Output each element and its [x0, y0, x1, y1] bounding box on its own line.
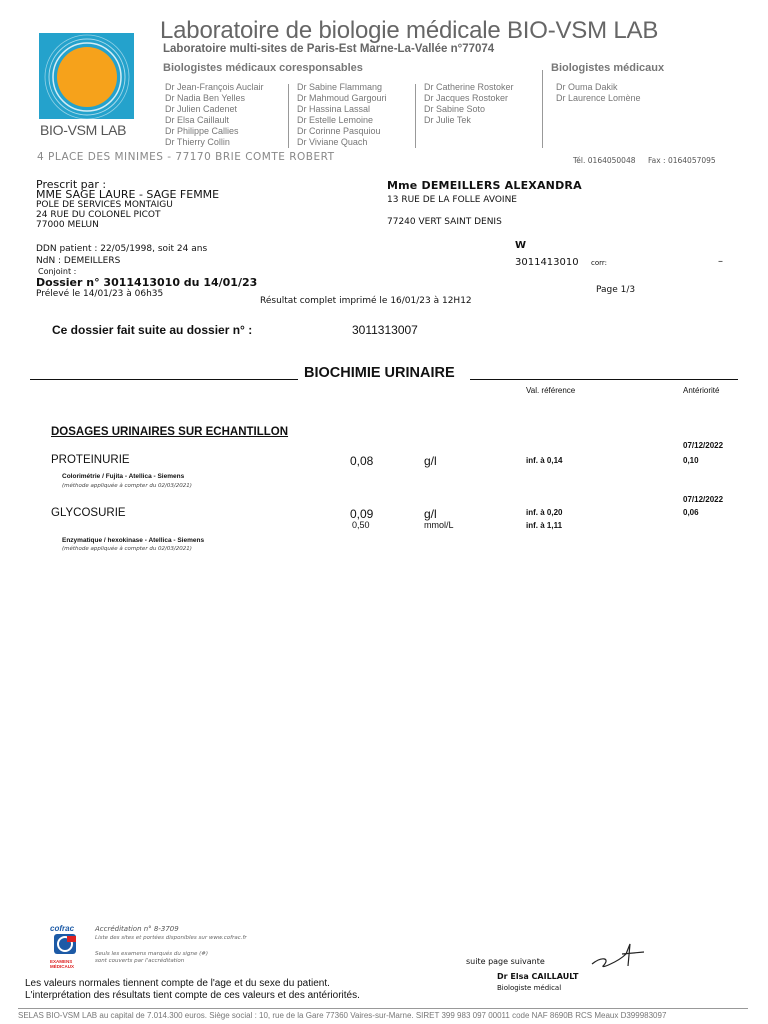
lab-fax: Fax : 0164057095: [648, 156, 716, 165]
anteriority-date: 07/12/2022: [683, 441, 724, 450]
accreditation-note-1: Seuls les examens marqués du signe (#): [95, 951, 208, 957]
column-divider: [415, 84, 416, 148]
doctor-name: Dr Hassina Lassal: [297, 104, 371, 114]
dossier-printed: Résultat complet imprimé le 16/01/23 à 12H12: [260, 296, 472, 306]
doctor-name: Dr Estelle Lemoine: [297, 115, 374, 125]
dossier-suite-label: Ce dossier fait suite au dossier n° :: [52, 323, 253, 337]
dossier-suite-number: 3011313007: [352, 323, 418, 337]
patient-ndn: NdN : DEMEILLERS: [36, 256, 121, 266]
corr-label: corr:: [591, 259, 607, 267]
prescriber-address-3: 77000 MELUN: [36, 220, 99, 230]
corr-value: –: [718, 256, 723, 267]
patient-w: W: [515, 240, 527, 251]
doctor-name: Dr Sabine Soto: [424, 104, 486, 114]
anteriority-value: 0,06: [683, 508, 699, 517]
logo-text: BIO-VSM LAB: [40, 122, 127, 138]
legal-footer: SELAS BIO-VSM LAB au capital de 7.014.300 euros. Siège social : 10, rue de la Gare 77360 Vaires-sur-Marne. SIRET 399 983 097 00011 code NAF 8690B RCS Meaux D399983097: [18, 1011, 667, 1020]
result-unit-2: mmol/L: [424, 520, 454, 530]
doctor-name: Dr Jean-François Auclair: [165, 82, 264, 92]
anteriority-value: 0,10: [683, 456, 699, 465]
doctor-name: Dr Sabine Flammang: [297, 82, 383, 92]
cofrac-sub2: MÉDICAUX: [50, 964, 75, 969]
page-number: Page 1/3: [596, 285, 636, 295]
prescriber-name: MME SAGE LAURE - SAGE FEMME: [36, 188, 220, 201]
result-reference: inf. à 0,20: [526, 508, 563, 517]
patient-name: Mme DEMEILLERS ALEXANDRA: [387, 179, 582, 192]
doctors-column-3: [424, 82, 514, 126]
doctor-name: Dr Ouma Dakik: [556, 82, 618, 92]
footer-divider: [18, 1008, 748, 1009]
anteriority-date: 07/12/2022: [683, 495, 724, 504]
result-value: 0,09: [350, 507, 374, 521]
prescriber-label: Prescrit par :: [36, 178, 107, 191]
result-name: PROTEINURIE: [51, 454, 130, 466]
cofrac-mark-icon: [50, 933, 82, 955]
patient-city: 77240 VERT SAINT DENIS: [387, 217, 502, 227]
lab-phone: Tél. 0164050048: [573, 156, 636, 165]
doctor-name: Dr Elsa Caillault: [165, 115, 230, 125]
subheading: DOSAGES URINAIRES SUR ECHANTILLON: [51, 426, 289, 438]
accreditation-note-2: sont couverts par l'accréditation: [95, 958, 185, 964]
cofrac-sub1: EXAMENS: [50, 959, 73, 964]
result-method: Enzymatique / hexokinase - Atellica - Siemens: [62, 537, 205, 544]
patient-street: 13 RUE DE LA FOLLE AVOINE: [387, 195, 517, 205]
doctor-name: Dr Laurence Lomène: [556, 93, 641, 103]
result-reference: inf. à 0,14: [526, 456, 563, 465]
doctor-name: Dr Mahmoud Gargouri: [297, 93, 387, 103]
doctor-name: Dr Viviane Quach: [297, 137, 368, 147]
section-rule: [30, 379, 298, 380]
signature-icon: [588, 938, 652, 972]
biologists-resp-heading: Biologistes médicaux coresponsables: [163, 62, 363, 74]
section-title: BIOCHIMIE URINAIRE: [304, 365, 455, 381]
col-reference: Val. référence: [526, 386, 576, 395]
doctors-column-2: [297, 82, 387, 148]
lab-logo: [39, 33, 134, 119]
dossier-preleve: Prélevé le 14/01/23 à 06h35: [36, 289, 164, 299]
patient-id: 3011413010: [515, 257, 579, 268]
result-method-note: (méthode appliquée à compter du 02/03/2021): [62, 483, 192, 489]
lab-address: 4 PLACE DES MINIMES - 77170 BRIE COMTE ROBERT: [37, 151, 335, 163]
signer-name: Dr Elsa CAILLAULT: [497, 972, 579, 981]
signer-role: Biologiste médical: [497, 984, 562, 992]
doctor-name: Dr Corinne Pasquiou: [297, 126, 381, 136]
doctor-name: Dr Julien Cadenet: [165, 104, 238, 114]
dossier-number: Dossier n° 3011413010 du 14/01/23: [36, 276, 258, 289]
footer-note-2: L'interprétation des résultats tient compte de ces valeurs et des antériorités.: [25, 990, 360, 1001]
result-reference-2: inf. à 1,11: [526, 521, 563, 530]
doctor-name: Dr Thierry Collin: [165, 137, 230, 147]
column-divider: [288, 84, 289, 148]
column-divider: [542, 70, 543, 148]
result-value-2: 0,50: [352, 520, 370, 530]
doctor-name: Dr Philippe Callies: [165, 126, 239, 136]
cofrac-logo: [50, 924, 82, 974]
doctors-column-4: [556, 82, 641, 104]
result-value: 0,08: [350, 454, 374, 468]
doctor-name: Dr Jacques Rostoker: [424, 93, 509, 103]
patient-conjoint: Conjoint :: [38, 267, 77, 276]
result-name: GLYCOSURIE: [51, 507, 126, 519]
col-anteriority: Antériorité: [683, 386, 720, 395]
doctor-name: Dr Nadia Ben Yelles: [165, 93, 246, 103]
result-method: Colorimétrie / Fujita - Atellica - Siemens: [62, 473, 185, 480]
footer-note-1: Les valeurs normales tiennent compte de l'age et du sexe du patient.: [25, 978, 330, 989]
section-rule: [470, 379, 738, 380]
result-unit: g/l: [424, 454, 437, 468]
prescriber-address-1: POLE DE SERVICES MONTAIGU: [36, 200, 173, 210]
patient-ddn: DDN patient : 22/05/1998, soit 24 ans: [36, 244, 208, 254]
lab-subtitle: Laboratoire multi-sites de Paris-Est Marne-La-Vallée n°77074: [163, 43, 495, 55]
accreditation-sub: Liste des sites et portées disponibles sur www.cofrac.fr: [95, 935, 247, 941]
suite-page: suite page suivante: [466, 957, 545, 966]
doctor-name: Dr Julie Tek: [424, 115, 471, 125]
accreditation: Accréditation n° 8-3709: [95, 925, 179, 933]
result-method-note: (méthode appliquée à compter du 02/03/2021): [62, 546, 192, 552]
cofrac-label: cofrac: [50, 924, 75, 933]
prescriber-address-2: 24 RUE DU COLONEL PICOT: [36, 210, 161, 220]
doctors-column-1: [165, 82, 264, 148]
doctor-name: Dr Catherine Rostoker: [424, 82, 514, 92]
biologists-heading: Biologistes médicaux: [551, 62, 665, 74]
result-unit: g/l: [424, 507, 437, 521]
lab-title: Laboratoire de biologie médicale BIO-VSM LAB: [160, 17, 659, 44]
